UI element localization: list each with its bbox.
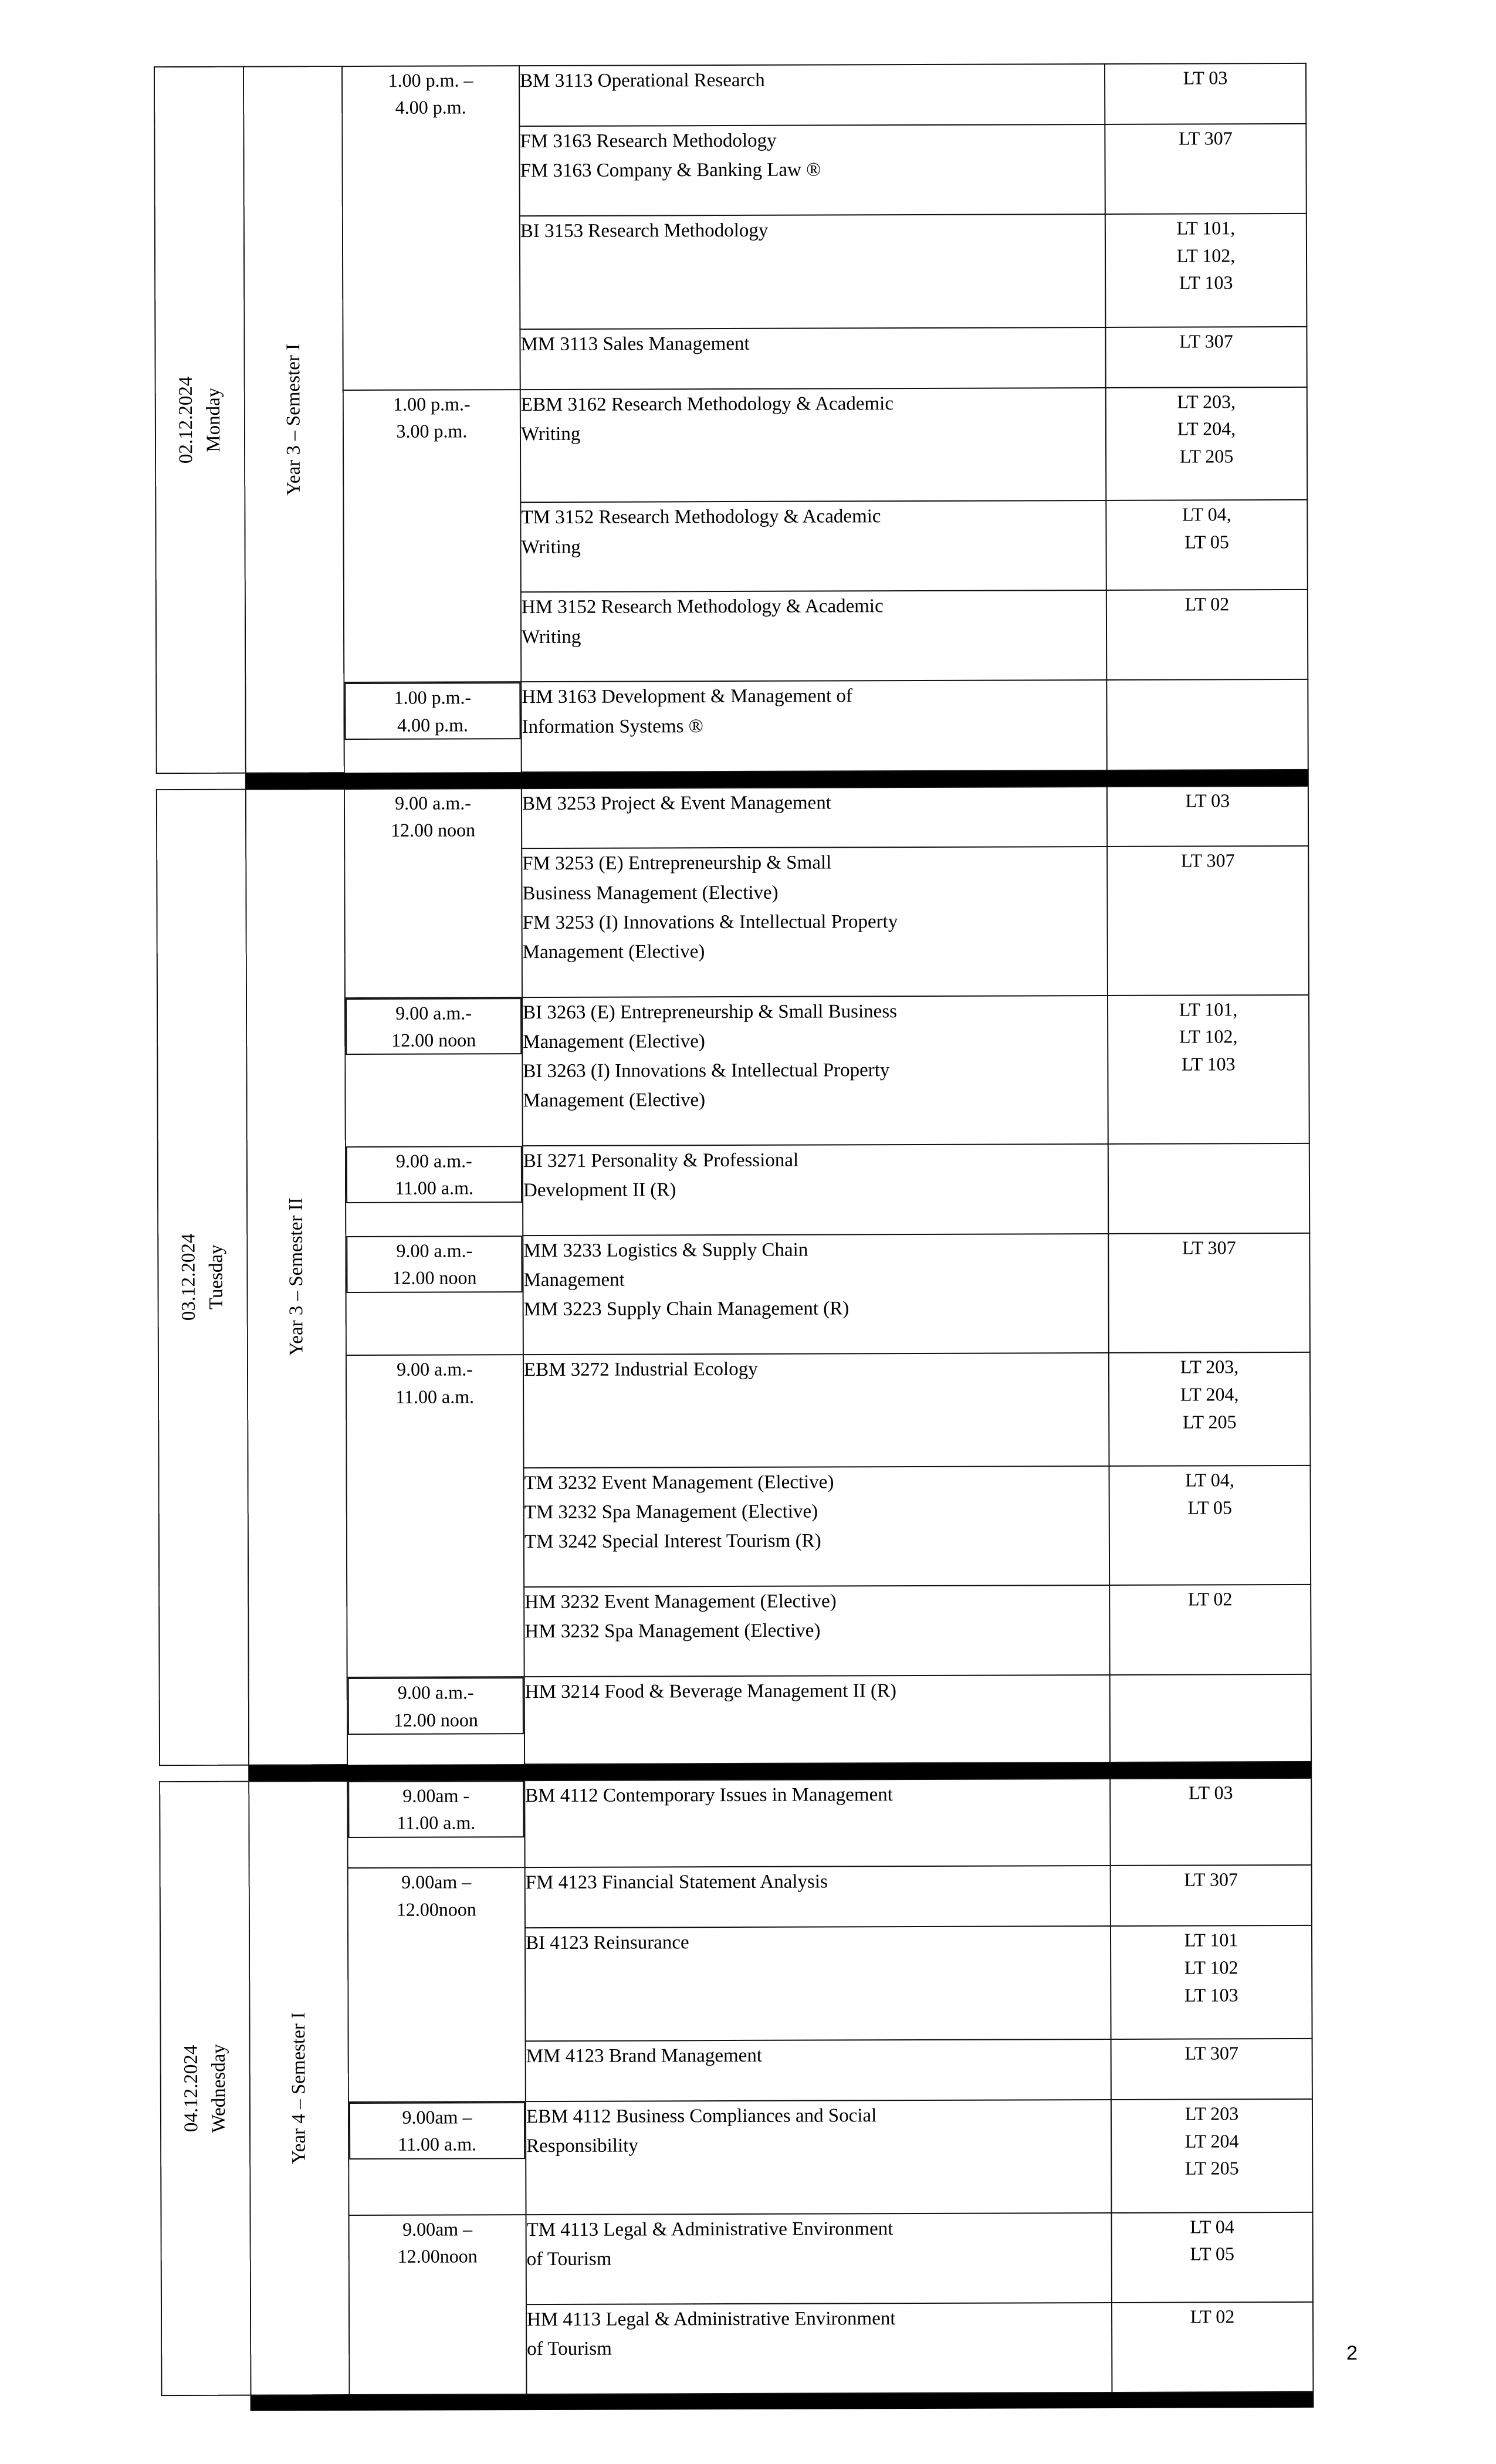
- time-slot-cell: [346, 1236, 522, 1293]
- year-semester-label: Year 3 – Semester I: [283, 343, 304, 496]
- time-line: 9.00 a.m.-: [397, 1681, 474, 1704]
- venue-line: LT 102,: [1176, 244, 1236, 266]
- subject-cell: [523, 1144, 1108, 1236]
- time-slot-cell: [344, 788, 522, 998]
- subject-line: Business Management (Elective): [522, 882, 779, 904]
- subject-cell: [524, 1585, 1109, 1677]
- subject-line: HM 3232 Spa Management (Elective): [524, 1620, 821, 1643]
- time-line: 9.00 a.m.-: [396, 1240, 473, 1261]
- subject-line: Writing: [520, 423, 581, 445]
- venue-line: LT 205: [1184, 2157, 1239, 2179]
- exam-date: 03.12.2024: [178, 1233, 199, 1321]
- subject-line: FM 3253 (I) Innovations & Intellectual Property: [522, 911, 898, 933]
- table-row: [160, 1778, 1311, 1869]
- subject-cell: [526, 2213, 1112, 2304]
- time-line: 9.00 a.m.-: [395, 1150, 472, 1172]
- subject-cell: [522, 996, 1108, 1146]
- time-line: 9.00 a.m.-: [395, 1002, 472, 1024]
- venue-line: LT 05: [1184, 531, 1229, 553]
- venue-line: LT 203,: [1177, 390, 1236, 412]
- venue-line: LT 103: [1182, 1053, 1236, 1075]
- timetable-container: [154, 63, 1313, 2411]
- venue-line: LT 102,: [1179, 1025, 1238, 1048]
- subject-line: BI 3263 (E) Entrepreneurship & Small Business: [523, 1000, 898, 1023]
- subject-cell: [522, 786, 1107, 848]
- venue-cell: [1109, 1465, 1311, 1585]
- time-line: 9.00am –: [402, 2218, 473, 2240]
- venue-line: LT 04,: [1185, 1469, 1234, 1491]
- time-line: 4.00 p.m.: [397, 714, 469, 736]
- subject-cell: [521, 680, 1106, 771]
- time-line: 1.00 p.m. –: [388, 69, 473, 91]
- time-line: 9.00am -: [402, 1785, 470, 1806]
- venue-line: LT 101,: [1176, 217, 1236, 239]
- time-slot-cell: [348, 1781, 524, 1838]
- time-line: 3.00 p.m.: [396, 420, 468, 442]
- time-slot-cell: [342, 66, 520, 390]
- venue-cell: [1106, 590, 1308, 680]
- venue-cell: [1111, 1925, 1312, 2039]
- time-line: 9.00 a.m.-: [397, 1358, 473, 1380]
- subject-cell: [524, 1779, 1110, 1868]
- venue-line: LT 205: [1179, 445, 1234, 467]
- year-semester-label: Year 4 – Semester I: [287, 2012, 310, 2164]
- subject-line: HM 3214 Food & Beverage Management II (R): [524, 1680, 897, 1703]
- subject-line: HM 3152 Research Methodology & Academic: [521, 595, 884, 618]
- date-cell: [154, 67, 246, 773]
- time-slot-cell: [346, 998, 522, 1055]
- venue-cell: [1109, 1352, 1311, 1466]
- venue-cell: [1106, 679, 1308, 770]
- subject-line: MM 3113 Sales Management: [520, 333, 750, 355]
- subject-cell: [520, 214, 1106, 329]
- venue-line: LT 204: [1184, 2130, 1239, 2152]
- venue-cell: [1110, 1778, 1311, 1866]
- subject-cell: [519, 124, 1105, 216]
- venue-line: LT 103: [1184, 1984, 1238, 2006]
- separator-gutter: [161, 2395, 251, 2411]
- time-line: 12.00noon: [397, 2245, 478, 2267]
- page-number: 2: [1346, 2342, 1358, 2364]
- time-line: 1.00 p.m.-: [394, 686, 472, 709]
- subject-line: BI 3263 (I) Innovations & Intellectual Property: [523, 1060, 890, 1082]
- venue-cell: [1108, 995, 1309, 1144]
- venue-line: LT 102: [1184, 1957, 1238, 1978]
- subject-line: MM 4123 Brand Management: [526, 2045, 763, 2067]
- subject-line: TM 3232 Spa Management (Elective): [524, 1501, 818, 1524]
- subject-line: HM 3232 Event Management (Elective): [524, 1590, 837, 1613]
- time-line: 9.00am –: [401, 1871, 472, 1893]
- venue-cell: [1112, 2302, 1313, 2392]
- subject-cell: [521, 590, 1106, 682]
- venue-line: LT 307: [1184, 2042, 1238, 2064]
- separator-gutter: [160, 1765, 249, 1781]
- venue-cell: [1108, 1143, 1309, 1234]
- exam-timetable: [154, 63, 1314, 2411]
- subject-line: EBM 3162 Research Methodology & Academic: [520, 392, 893, 415]
- subject-cell: [525, 1866, 1111, 1928]
- subject-line: Management (Elective): [523, 1030, 705, 1052]
- venue-line: LT 307: [1182, 1237, 1236, 1258]
- time-line: 9.00am –: [402, 2106, 472, 2128]
- venue-line: LT 02: [1184, 593, 1230, 615]
- venue-cell: [1105, 124, 1306, 214]
- table-row: [154, 63, 1306, 127]
- venue-cell: [1109, 1585, 1311, 1675]
- subject-line: EBM 3272 Industrial Ecology: [523, 1359, 758, 1381]
- time-line: 12.00 noon: [393, 1709, 478, 1731]
- table-row: [157, 786, 1308, 849]
- exam-date: 04.12.2024: [180, 2045, 202, 2132]
- venue-line: LT 101,: [1179, 998, 1238, 1020]
- time-line: 12.00noon: [396, 1898, 476, 1920]
- subject-cell: [520, 327, 1105, 390]
- subject-line: TM 4113 Legal & Administrative Environment: [526, 2218, 893, 2240]
- subject-line: Management: [523, 1269, 625, 1291]
- venue-line: LT 101: [1184, 1929, 1238, 1951]
- time-slot-cell: [346, 1355, 524, 1677]
- venue-line: LT 03: [1185, 789, 1230, 811]
- exam-day: Monday: [202, 387, 225, 452]
- year-semester-cell: [249, 1781, 349, 2395]
- subject-line: BM 4112 Contemporary Issues in Management: [525, 1783, 893, 1806]
- venue-cell: [1111, 2039, 1312, 2100]
- subject-cell: [520, 500, 1106, 592]
- subject-line: TM 3242 Special Interest Tourism (R): [524, 1530, 821, 1553]
- venue-line: LT 03: [1188, 1782, 1233, 1803]
- subject-line: Management (Elective): [523, 1089, 706, 1112]
- venue-cell: [1107, 786, 1308, 847]
- venue-line: LT 203: [1184, 2103, 1239, 2124]
- venue-cell: [1105, 63, 1306, 124]
- year-semester-cell: [246, 789, 347, 1765]
- venue-cell: [1105, 214, 1307, 327]
- venue-line: LT 307: [1180, 849, 1235, 871]
- venue-line: LT 205: [1182, 1410, 1237, 1433]
- venue-cell: [1106, 500, 1307, 590]
- subject-line: BM 3253 Project & Event Management: [522, 791, 832, 814]
- subject-cell: [519, 64, 1105, 126]
- separator-gutter: [157, 773, 246, 789]
- venue-cell: [1112, 2212, 1313, 2303]
- subject-cell: [523, 1234, 1109, 1355]
- time-slot-cell: [348, 1867, 526, 2102]
- venue-line: LT 204,: [1177, 418, 1236, 439]
- subject-cell: [524, 1675, 1110, 1764]
- date-label: [178, 2044, 233, 2133]
- time-slot-cell: [346, 1146, 522, 1203]
- subject-line: Management (Elective): [522, 940, 705, 963]
- time-line: 11.00 a.m.: [395, 1385, 475, 1407]
- venue-line: LT 02: [1187, 1588, 1233, 1610]
- time-line: 12.00 noon: [391, 819, 476, 841]
- date-label: [172, 376, 228, 463]
- subject-cell: [524, 1466, 1110, 1587]
- subject-line: Writing: [521, 536, 581, 558]
- venue-line: LT 03: [1183, 67, 1228, 89]
- subject-line: Development II (R): [523, 1179, 676, 1201]
- venue-line: LT 204,: [1180, 1383, 1239, 1405]
- date-cell: [160, 1781, 251, 2395]
- time-line: 12.00 noon: [392, 1267, 477, 1289]
- venue-cell: [1111, 1865, 1312, 1926]
- venue-line: LT 04,: [1182, 503, 1231, 526]
- subject-cell: [526, 2303, 1112, 2394]
- subject-line: FM 3163 Company & Banking Law ®: [520, 159, 821, 182]
- time-slot-cell: [343, 390, 522, 683]
- venue-line: LT 307: [1179, 330, 1233, 352]
- time-line: 11.00 a.m.: [397, 1812, 476, 1833]
- venue-cell: [1105, 327, 1307, 388]
- time-line: 11.00 a.m.: [395, 1177, 474, 1199]
- year-semester-cell: [243, 66, 344, 773]
- time-line: 12.00 noon: [391, 1029, 476, 1051]
- subject-line: Information Systems ®: [522, 715, 703, 737]
- subject-line: HM 3163 Development & Management of: [522, 685, 853, 708]
- time-slot-cell: [349, 2215, 527, 2395]
- subject-line: of Tourism: [526, 2248, 612, 2270]
- venue-cell: [1106, 387, 1308, 501]
- subject-line: of Tourism: [527, 2338, 612, 2360]
- venue-line: LT 307: [1184, 1869, 1238, 1890]
- date-label: [175, 1234, 230, 1321]
- venue-line: LT 103: [1179, 272, 1233, 293]
- venue-line: LT 307: [1179, 127, 1233, 149]
- subject-line: BM 3113 Operational Research: [520, 69, 765, 92]
- subject-line: BI 3153 Research Methodology: [520, 219, 769, 242]
- venue-line: LT 203,: [1180, 1356, 1239, 1377]
- subject-cell: [520, 388, 1106, 503]
- venue-line: LT 05: [1190, 2243, 1235, 2265]
- separator-bar: [251, 2392, 1313, 2411]
- subject-cell: [522, 847, 1108, 997]
- venue-cell: [1107, 846, 1309, 995]
- subject-line: TM 3152 Research Methodology & Academic: [521, 506, 881, 529]
- subject-cell: [526, 2100, 1112, 2215]
- subject-line: MM 3223 Supply Chain Management (R): [523, 1298, 849, 1321]
- venue-line: LT 04: [1190, 2215, 1234, 2238]
- time-slot-cell: [344, 683, 520, 740]
- date-cell: [157, 789, 249, 1765]
- subject-line: MM 3233 Logistics & Supply Chain: [523, 1239, 808, 1262]
- time-line: 9.00 a.m.-: [395, 791, 471, 814]
- year-semester-label: Year 3 – Semester II: [285, 1197, 307, 1356]
- exam-day: Tuesday: [205, 1244, 227, 1310]
- subject-line: FM 3163 Research Methodology: [520, 130, 777, 152]
- subject-line: EBM 4112 Business Compliances and Social: [526, 2105, 877, 2127]
- subject-line: BI 4123 Reinsurance: [526, 1932, 689, 1954]
- venue-cell: [1111, 2099, 1313, 2213]
- exam-day: Wednesday: [208, 2043, 230, 2133]
- time-line: 11.00 a.m.: [398, 2133, 477, 2155]
- subject-line: BI 3271 Personality & Professional: [523, 1149, 799, 1172]
- subject-line: HM 4113 Legal & Administrative Environment: [527, 2307, 896, 2330]
- exam-date: 02.12.2024: [175, 376, 197, 463]
- subject-line: FM 3253 (E) Entrepreneurship & Small: [522, 852, 832, 875]
- venue-line: LT 05: [1187, 1497, 1233, 1518]
- subject-line: TM 3232 Event Management (Elective): [524, 1471, 834, 1494]
- time-slot-cell: [349, 2102, 525, 2160]
- venue-cell: [1110, 1674, 1311, 1762]
- subject-cell: [525, 1926, 1111, 2041]
- venue-line: LT 02: [1190, 2305, 1235, 2327]
- subject-cell: [526, 2039, 1111, 2101]
- time-slot-cell: [348, 1677, 524, 1735]
- time-line: 4.00 p.m.: [395, 96, 466, 119]
- subject-line: Responsibility: [526, 2135, 638, 2157]
- subject-line: Writing: [522, 626, 581, 648]
- subject-line: FM 4123 Financial Statement Analysis: [525, 1871, 828, 1894]
- subject-cell: [523, 1353, 1109, 1468]
- venue-cell: [1108, 1233, 1310, 1353]
- time-line: 1.00 p.m.-: [392, 392, 471, 415]
